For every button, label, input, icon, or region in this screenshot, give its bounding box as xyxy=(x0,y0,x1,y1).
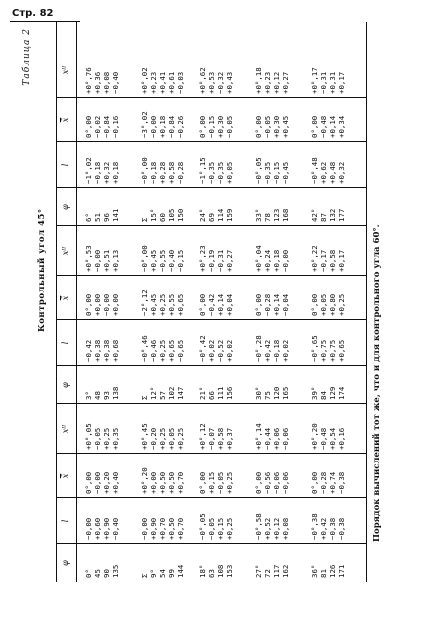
table-cell: +0°,20 −0,48 +0,54 +0,16 xyxy=(310,423,346,450)
column-divider xyxy=(56,365,366,366)
table-cell: 0°,00 +0,00 −0,00 +0,00 xyxy=(84,293,120,316)
table-cell: 18° 63 108 153 xyxy=(198,564,234,578)
table-bottom-rule xyxy=(366,22,367,582)
column-header: x̄ xyxy=(61,295,70,301)
table-cell: −0°,00 +0,45 −0,55 −0,40 −0,15 xyxy=(140,245,185,272)
table-cell: −0°,65 +0,75 +0,75 +0,65 xyxy=(310,335,346,362)
table-cell: −0°,42 +0,02 −0,52 +0,02 xyxy=(198,335,234,362)
table-cell: 0°,00 −0,05 +0,30 +0,45 xyxy=(254,115,290,138)
footnote: Порядок вычислений тот же, что и для контрольного угла 60°. xyxy=(372,224,382,542)
table-cell: +0°,04 +0,24 +0,18 −0,00 xyxy=(254,245,290,272)
header-bottom-rule xyxy=(76,22,77,582)
column-header: φ xyxy=(61,382,70,388)
column-divider xyxy=(56,97,366,98)
table-cell: 0°,00 −0,00 +0,20 +0,40 xyxy=(84,471,120,494)
table-cell: 0° 45 90 135 xyxy=(84,564,120,578)
column-divider xyxy=(56,225,366,226)
column-divider xyxy=(56,403,366,404)
table-cell: +0°,45 −0,20 +0,25 +0,05 +0,25 xyxy=(140,423,185,450)
angle-title: Контрольный угол 45° xyxy=(37,208,47,332)
table-cell: −0°,38 +0,42 −0,38 −0,38 xyxy=(310,513,346,540)
table-cell: −1°,02 −0,18 +0,32 +0,18 xyxy=(84,157,120,184)
table-cell: 0°,00 −0,02 −0,84 −0,16 xyxy=(84,115,120,138)
column-divider xyxy=(56,497,366,498)
table-cell: 0°,00 −0,28 +0,74 −0,38 xyxy=(310,471,346,494)
table-cell: +0°,14 −0,44 +0,06 −0,06 xyxy=(254,423,290,450)
column-divider xyxy=(56,453,366,454)
table-cell: 36° 81 126 171 xyxy=(310,564,346,578)
column-header: xᴵᴵ xyxy=(61,65,70,75)
table-cell: 39° 84 129 174 xyxy=(310,386,346,400)
table-cell: 21° 66 111 156 xyxy=(198,386,234,400)
table-cell: Σ 12° 57 102 147 xyxy=(140,386,185,400)
table-cell: 42° 87 132 177 xyxy=(310,208,346,222)
table-cell: −0,42 +0,38 +0,38 +0,68 xyxy=(84,339,120,362)
table-cell: 3° 48 93 138 xyxy=(84,386,120,400)
table-cell: +0°,20 +0,00 +0,50 +0,50 +0,70 xyxy=(140,467,185,494)
table-cell: −0,00 +0,90 +0,70 +0,50 +0,70 xyxy=(140,517,185,540)
table-cell: −0°,48 +0,62 +0,48 +0,32 xyxy=(310,157,346,184)
table-cell: −0°,00 −0,18 +0,28 +0,58 −0,28 xyxy=(140,157,185,184)
table-cell: −0°,28 +0,42 −0,18 +0,02 xyxy=(254,335,290,362)
table-cell: −0,00 +0,60 +0,90 −0,40 xyxy=(84,517,120,540)
table-cell: Σ 9° 54 99 144 xyxy=(140,564,185,578)
column-divider xyxy=(56,275,366,276)
table-label: Таблица 2 xyxy=(22,28,32,86)
table-cell: 0°,00 +0,05 +0,80 +0,25 xyxy=(310,293,346,316)
column-header: φ xyxy=(61,560,70,566)
table-cell: +0°,02 +0,23 +0,41 +0,61 −0,03 xyxy=(140,67,185,94)
table-cell: +0°,53 −0,00 +0,51 +0,13 xyxy=(84,245,120,272)
table-cell: −1°,15 −0,35 −0,35 +0,05 xyxy=(198,157,234,184)
table-cell: 30° 75 120 165 xyxy=(254,386,290,400)
table-cell: 0°,00 −0,56 −0,06 −0,06 xyxy=(254,471,290,494)
table-cell: 6° 51 96 141 xyxy=(84,208,120,222)
column-header: l xyxy=(61,341,70,345)
table-cell: −2°,12 +0,45 +0,25 +0,55 +0,65 xyxy=(140,289,185,316)
table-cell: +0°,12 −0,07 +0,58 +0,37 xyxy=(198,423,234,450)
column-header: l xyxy=(61,519,70,523)
table-cell: −0°,46 −0,46 +0,25 +0,65 −0,65 xyxy=(140,335,185,362)
table-cell: 0°,00 +0,15 −0,05 +0,25 xyxy=(198,471,234,494)
column-divider xyxy=(56,543,366,544)
table-cell: 0°,00 −0,28 +0,14 −0,04 xyxy=(254,293,290,316)
table-cell: +0°,18 +0,23 +0,12 +0,27 xyxy=(254,67,290,94)
table-cell: +0°,17 −0,31 +0,31 +0,17 xyxy=(310,67,346,94)
column-divider xyxy=(56,187,366,188)
table-cell: 27° 72 117 162 xyxy=(254,564,290,578)
column-divider xyxy=(56,319,366,320)
page-header: Стр. 82 xyxy=(12,8,54,19)
table-cell: Σ 15° 60 105 150 xyxy=(140,208,185,222)
table-cell: 0°,00 −0,42 +0,14 +0,04 xyxy=(198,293,234,316)
column-divider xyxy=(56,141,366,142)
table-cell: −0°,05 −0,05 +0,15 +0,25 xyxy=(198,513,234,540)
table-cell: 0°,00 −0,48 +0,14 +0,34 xyxy=(310,115,346,138)
table-cell: +0°,76 +0,36 +0,08 −0,40 xyxy=(84,67,120,94)
column-header: xᴵᴵ xyxy=(61,246,70,256)
column-header: x̄ xyxy=(61,473,70,479)
table-cell: +0°,22 −0,17 +0,58 +0,17 xyxy=(310,245,346,272)
column-header: xᴵᴵ xyxy=(61,424,70,434)
column-header: l xyxy=(61,163,70,167)
rotated-table-page xyxy=(22,22,407,582)
table-cell: +0°,05 −0,05 +0,25 +0,35 xyxy=(84,423,120,450)
table-cell: +0°,62 +0,53 −0,32 +0,43 xyxy=(198,67,234,94)
table-cell: 33° 78 123 168 xyxy=(254,208,290,222)
column-header: x̄ xyxy=(61,117,70,123)
table-cell: −3°,02 −0,00 +0,18 −0,84 −0,26 xyxy=(140,111,185,138)
table-cell: 24° 69 114 159 xyxy=(198,208,234,222)
table-cell: −0°,05 −0,35 −0,15 −0,45 xyxy=(254,157,290,184)
column-header: φ xyxy=(61,204,70,210)
table-cell: +0°,23 −0,19 −0,31 +0,27 xyxy=(198,245,234,272)
table-cell: −0°,58 +0,52 +0,12 +0,08 xyxy=(254,513,290,540)
table-cell: 0°,00 −0,15 +0,30 −0,05 xyxy=(198,115,234,138)
